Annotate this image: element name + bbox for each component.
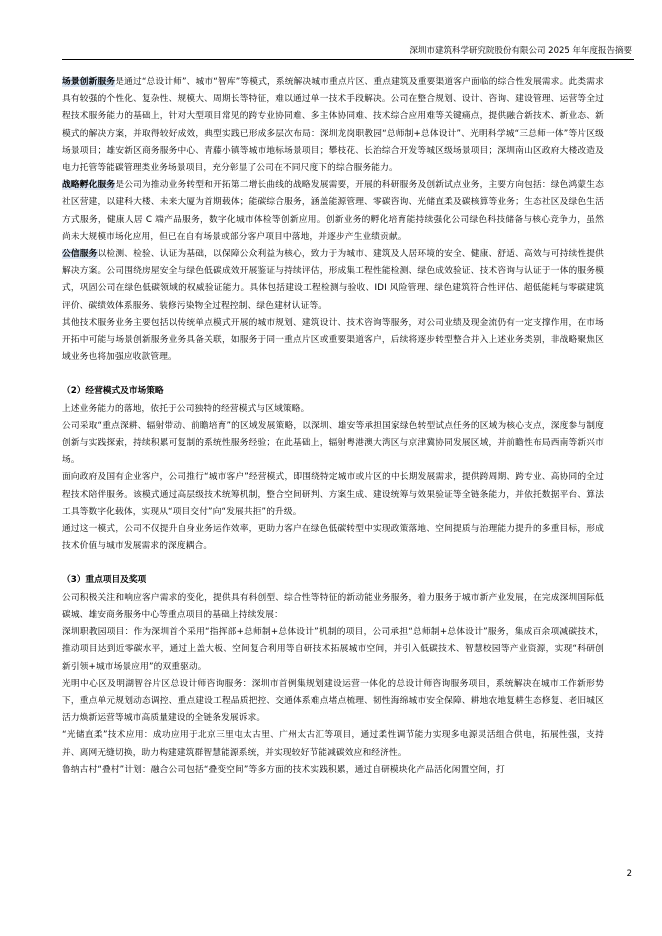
- paragraph-text: 是通过“总设计师”、城市“智库”等模式，系统解决城市重点片区、重点建筑及重要渠道客户面临的综合性发展需求。此类需求具有较强的个性化、复杂性、规模大、周期长等特征，难以通过单一技术手段解决。公司在整合规划、设计、咨询、建设管理、运营等全过程技术服务能力的基础上，针对大型项目常见的跨专业协同难、多主体协同难、技术综合应用难等关键痛点，提供融合新技术、新业态、新模式的解决方案，并取得较好成效，典型实践已形成多层次布局：深圳龙岗职教园“总师制+总体设计”、光明科学城“三总师一体”等片区级场景项目；雄安新区商务服务中心、青藤小镇等城市地标场景项目；攀枝花、长治综合开发等城区级场景项目；深圳南山区政府大楼改造及电力托管等能碳管理类业务场景项目，充分彰显了公司在不同尺度下的综合服务能力。: [62, 77, 604, 174]
- paragraph-strategic-incubation: [62, 177, 604, 246]
- paragraph-text: 以检测、检验、认证为基础，以保障公众利益为核心，致力于为城市、建筑及人居环境的安全、健康、舒适、高效与可持续性提供解决方案。公司围绕房屋安全与绿色低碳成效开展鉴证与持续评估，形成集工程性能检测、绿色成效验证、技术咨询与认证于一体的服务模式，巩固公司在绿色低碳领域的权威验证能力。具体包括建设工程检测与验收、IDI 风险管理、绿色建筑符合性评估、超低能耗与零碳建筑评价、碳绩效体系服务、装修污染物全过程控制、绿色建材认证等。: [62, 249, 604, 311]
- running-header: 深圳市建筑科学研究院股份有限公司 2025 年年度报告摘要: [409, 46, 632, 56]
- paragraph: 公司积极关注和响应客户需求的变化，提供具有科创型、综合性等特征的新动能业务服务，着力服务于城市新产业发展，在完成深圳国际低碳城、雄安商务服务中心等重点项目的基础上持续发展：: [62, 592, 604, 620]
- spacer: [62, 555, 604, 572]
- page-number: 2: [626, 869, 632, 879]
- term-scene-innovation: 场景创新服务: [62, 77, 116, 87]
- spacer: [62, 366, 604, 383]
- header-rule: [62, 59, 634, 60]
- paragraph: 公司采取“重点深耕、辐射带动、前瞻培育”的区域发展策略，以深圳、雄安等承担国家绿色转型试点任务的区域为核心支点，深度参与制度创新与实践探索，持续积累可复制的系统性服务经验；在此基础上，辐射粤港澳大湾区与京津冀协同发展区域，并前瞻性布局西南等新兴市场。: [62, 420, 604, 466]
- paragraph-text: 是公司为推动业务转型和开拓第二增长曲线的战略发展需要，开展的科研服务及创新试点业务，主要方向包括：绿色鸿蒙生态社区营建，以建科大楼、未来大厦为首期载体；能碳综合服务，涵盖能源管理、零碳咨询、光储直柔及碳核算等业务；生态社区及绿色生活方式服务，健康人居 C 端产品服务，数字化城市体检等创新应用。创新业务的孵化培育能持续强化公司绿色科技储备与核心竞争力，虽然尚未大规模市场化应用，但已在自有场景或部分客户项目中落地，并逐步产生业绩贡献。: [62, 180, 605, 242]
- paragraph: 通过这一模式，公司不仅提升自身业务运作效率，更助力客户在绿色低碳转型中实现政策落地、空间提质与治理能力提升的多重目标，形成技术价值与城市发展需求的深度耦合。: [62, 524, 604, 552]
- paragraph: 光明中心区及明湖智谷片区总设计师咨询服务：深圳市首例集规划建设运营一体化的总设计师咨询服务项目，系统解决在城市工作新形势下，重点单元规划动态调控、重点建设工程品质把控、交通体系难点堵点梳理、韧性海绵城市安全保障、耕地农地复耕生态修复、老旧城区活力焕新运营等城市高质量建设的全链条发展诉求。: [62, 678, 604, 724]
- paragraph-other-services: 其他技术服务业务主要包括以传统单点模式开展的城市规划、建筑设计、技术咨询等服务，对公司业绩及现金流仍有一定支撑作用，在市场开拓中可能与场景创新服务业务具备关联，如服务于同一重点片区或重要渠道客户，后续将逐步转型整合并入上述业务类别，非战略聚焦区域业务也将加强应收款管理。: [62, 317, 604, 363]
- paragraph: 上述业务能力的落地，依托于公司独特的经营模式与区域策略。: [62, 403, 310, 414]
- paragraph: 鲁纳古村“叠村”计划：融合公司包括“叠变空间”等多方面的技术实践积累，通过自研模块化产品活化闲置空间，打: [62, 764, 505, 775]
- term-strategic-incubation: 战略孵化服务: [62, 180, 116, 191]
- paragraph-public-trust: [62, 246, 604, 315]
- term-public-trust: 公信服务: [62, 249, 98, 260]
- report-body: [62, 74, 604, 779]
- paragraph: 深圳职教园项目：作为深圳首个采用“指挥部+总师制+总体设计”机制的项目，公司承担“总师制+总体设计”服务，集成百余项减碳技术，推动项目达到近零碳水平，通过上盖大板、空间复合利用等自研技术拓展城市空间，并引入低碳技术、智慧校园等产业资源，实现“科研创新引领+城市场景应用”的双重驱动。: [62, 627, 604, 672]
- section-heading-key-projects: （3）重点项目及奖项: [62, 575, 147, 586]
- paragraph: 面向政府及国有企业客户，公司推行“城市客户”经营模式，即围绕特定城市或片区的中长期发展需求，提供跨周期、跨专业、高协同的全过程技术陪伴服务。该模式通过高层级技术统筹机制，整合空间研判、方案生成、建设统筹与效果验证等全链条能力，并依托数据平台、算法工具等数字化载体，实现从“项目交付”向“发展共拒”的升级。: [62, 472, 604, 517]
- paragraph: “光储直柔”技术应用：成功应用于北京三里屯太古里、广州太古汇等项目，通过柔性调节能力实现多电源灵活组合供电，拓展性强，支持并、离网无缝切换，助力构建建筑群智慧能源系统，并实现较好节能减碳效应和经济性。: [62, 730, 604, 758]
- paragraph-scene-innovation: [62, 74, 604, 177]
- section-heading-business-model: （2）经营模式及市场策略: [62, 386, 164, 397]
